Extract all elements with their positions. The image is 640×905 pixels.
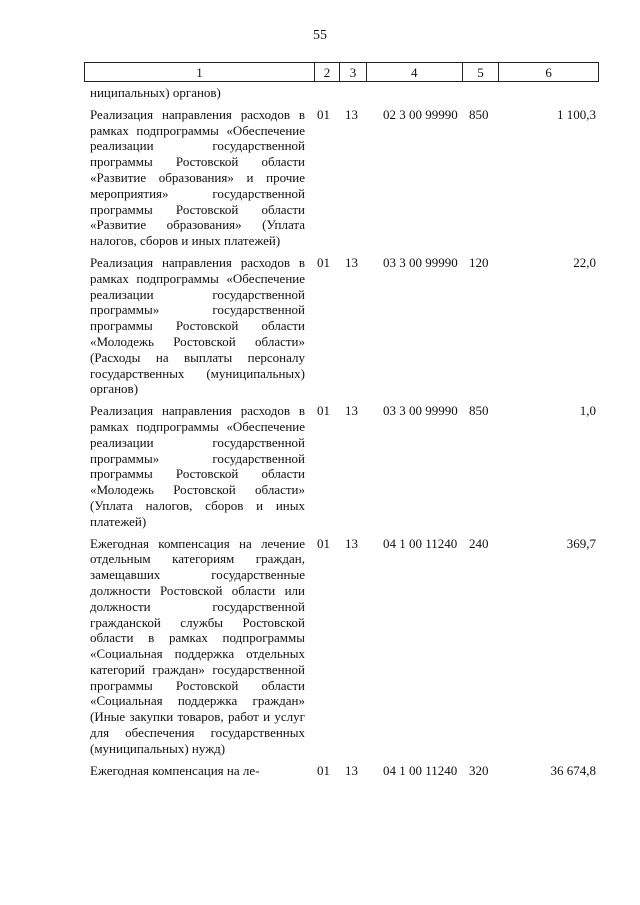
table-row xyxy=(90,403,600,529)
row-description: Ежегодная компенсация на ле- xyxy=(90,762,260,778)
row-description: Реализация направления расходов в рамках подпрограммы «Обеспечение реализации государственной программы» государственной программы Ростовской области «Молодежь Ростовской области» (Уплата налогов, сборов и иных платежей) xyxy=(90,403,305,529)
header-col-4: 4 xyxy=(367,63,463,81)
row-expense-type: 240 xyxy=(469,535,489,551)
row-amount: 1 100,3 xyxy=(557,106,596,122)
row-subsection: 13 xyxy=(345,106,358,122)
table-row xyxy=(90,255,600,397)
header-col-5: 5 xyxy=(463,63,500,81)
table-header xyxy=(84,62,599,82)
row-expense-type: 850 xyxy=(469,106,489,122)
row-target-code: 03 3 00 99990 xyxy=(383,403,458,419)
continuation-text: ниципальных) органов) xyxy=(90,85,221,100)
row-subsection: 13 xyxy=(345,254,358,270)
row-section: 01 xyxy=(317,762,330,778)
table-body xyxy=(90,85,600,778)
header-col-1: 1 xyxy=(85,63,315,81)
row-amount: 36 674,8 xyxy=(550,762,596,778)
table-row xyxy=(90,763,600,779)
table-row xyxy=(90,536,600,757)
row-expense-type: 120 xyxy=(469,254,489,270)
page-number: 55 xyxy=(313,28,327,43)
row-section: 01 xyxy=(317,403,330,419)
row-subsection: 13 xyxy=(345,762,358,778)
row-subsection: 13 xyxy=(345,403,358,419)
row-amount: 369,7 xyxy=(566,535,596,551)
row-target-code: 04 1 00 11240 xyxy=(383,762,458,778)
row-section: 01 xyxy=(317,106,330,122)
row-expense-type: 320 xyxy=(469,762,489,778)
row-target-code: 03 3 00 99990 xyxy=(383,254,458,270)
row-expense-type: 850 xyxy=(469,403,489,419)
table-row xyxy=(90,107,600,249)
row-amount: 22,0 xyxy=(573,254,596,270)
row-target-code: 02 3 00 99990 xyxy=(383,106,458,122)
row-section: 01 xyxy=(317,254,330,270)
header-col-6: 6 xyxy=(545,65,552,80)
row-description: Ежегодная компенсация на лечение отдельным категориям граждан, замещавших государственные должности Ростовской области или должности государственной гражданской службы Ростовской области в рамках подпрограммы «Социальная поддержка отдельных категорий граждан» государственной программы Ростовской области «Социальная поддержка граждан» (Иные закупки товаров, работ и услуг для обеспечения государственных (муниципальных) нужд) xyxy=(90,535,305,756)
header-col-3: 3 xyxy=(340,63,367,81)
row-amount: 1,0 xyxy=(579,403,596,419)
row-section: 01 xyxy=(317,535,330,551)
row-description: Реализация направления расходов в рамках подпрограммы «Обеспечение реализации государственной программы» государственной программы Ростовской области «Молодежь Ростовской области» (Расходы на выплаты персоналу государственных (муниципальных) органов) xyxy=(90,254,305,397)
row-description: Реализация направления расходов в рамках подпрограммы «Обеспечение реализации государственной программы Ростовской области «Развитие образования» и прочие мероприятия» государственной программы Ростовской области «Развитие образования» (Уплата налогов, сборов и иных платежей) xyxy=(90,106,305,249)
row-subsection: 13 xyxy=(345,535,358,551)
header-col-2: 2 xyxy=(315,63,340,81)
row-target-code: 04 1 00 11240 xyxy=(383,535,458,551)
